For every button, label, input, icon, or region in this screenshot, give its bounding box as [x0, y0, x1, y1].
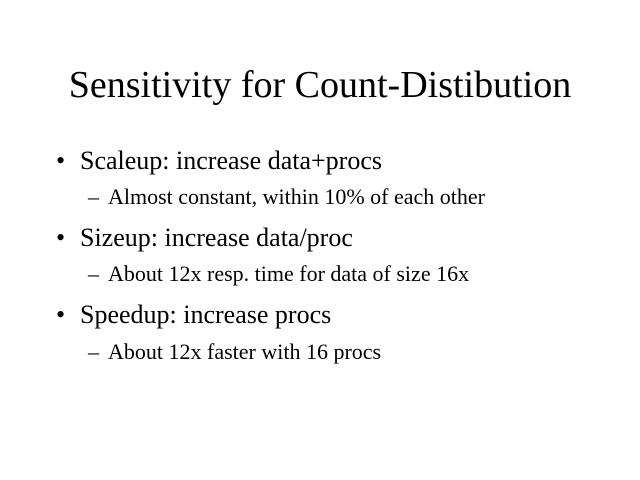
sub-bullet-item-sizeup — [88, 261, 469, 287]
dash-icon: – — [88, 339, 99, 364]
sub-bullet-text: About 12x faster with 16 procs — [108, 339, 382, 364]
bullet-item-scaleup — [56, 146, 382, 176]
sub-bullet-text: About 12x resp. time for data of size 16x — [108, 261, 470, 286]
dash-icon: – — [88, 261, 99, 286]
bullet-item-speedup — [56, 300, 331, 330]
slide-title: Sensitivity for Count-Distibution — [68, 64, 572, 106]
bullet-dot-icon: • — [56, 146, 66, 175]
bullet-dot-icon: • — [56, 223, 66, 252]
bullet-text: Sizeup: increase data/proc — [80, 223, 353, 252]
bullet-text: Speedup: increase procs — [80, 300, 332, 329]
bullet-dot-icon: • — [56, 300, 66, 329]
sub-bullet-text: Almost constant, within 10% of each other — [108, 184, 485, 209]
dash-icon: – — [88, 184, 99, 209]
bullet-text: Scaleup: increase data+procs — [80, 146, 382, 175]
sub-bullet-item-speedup — [88, 339, 381, 365]
bullet-item-sizeup — [56, 223, 353, 253]
sub-bullet-item-scaleup — [88, 184, 485, 210]
